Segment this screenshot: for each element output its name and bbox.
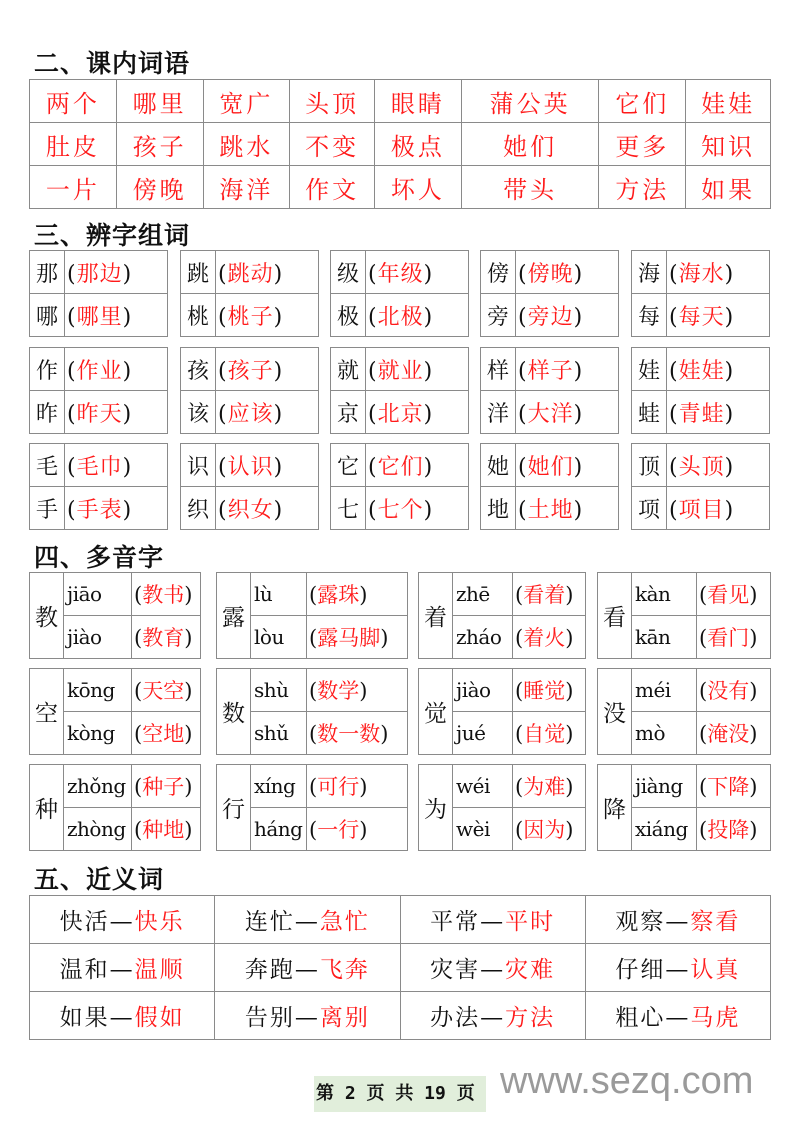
- example-word: 看着: [523, 583, 566, 607]
- word-cell: (它们): [366, 444, 469, 487]
- pinyin: kōng: [64, 669, 132, 712]
- vocab-word: 肚皮: [30, 123, 117, 166]
- answer-word: 应该: [227, 401, 274, 427]
- section-synonyms-title: 五、近义词: [34, 865, 165, 894]
- example-word: 教育: [142, 626, 185, 650]
- synonym-row: [30, 992, 771, 1040]
- word-cell: (北京): [366, 391, 469, 434]
- word-cell: (昨天): [65, 391, 168, 434]
- synonym-answer: 察看: [690, 909, 741, 935]
- base-char: 该: [181, 391, 216, 434]
- vocab-word: 知识: [686, 123, 771, 166]
- example-word: 因为: [523, 818, 566, 842]
- dash: —: [480, 957, 506, 983]
- synonym-word: 如果: [59, 1005, 110, 1031]
- pinyin: wéi: [453, 765, 513, 808]
- polyphone-char: 露: [217, 573, 251, 659]
- word-cell: (头顶): [667, 444, 770, 487]
- base-char: 就: [331, 348, 366, 391]
- pinyin: mò: [632, 712, 697, 755]
- synonym-word: 办法: [430, 1005, 481, 1031]
- vocab-word: 蒲公英: [461, 80, 599, 123]
- synonyms-table: [29, 895, 771, 1040]
- word-cell: (毛巾): [65, 444, 168, 487]
- base-char: 手: [30, 487, 65, 530]
- example-cell: (着火): [513, 616, 586, 659]
- base-char: 跳: [181, 251, 216, 294]
- vocab-word: 坏人: [375, 166, 462, 209]
- example-word: 种子: [142, 775, 185, 799]
- pinyin: kàn: [632, 573, 697, 616]
- example-cell: (投降): [697, 808, 771, 851]
- answer-word: 土地: [527, 497, 574, 523]
- word-cell: (样子): [516, 348, 619, 391]
- answer-word: 认识: [227, 454, 274, 480]
- example-word: 天空: [142, 679, 185, 703]
- answer-word: 青蛙: [678, 401, 725, 427]
- word-cell: (海水): [667, 251, 770, 294]
- answer-word: 织女: [227, 497, 274, 523]
- dash: —: [665, 1005, 691, 1031]
- polyphone-char: 觉: [419, 669, 453, 755]
- answer-word: 旁边: [527, 304, 574, 330]
- synonym-pair: [215, 944, 400, 992]
- answer-word: 七个: [377, 497, 424, 523]
- vocab-row: [30, 80, 771, 123]
- answer-word: 孩子: [227, 358, 274, 384]
- answer-word: 毛巾: [76, 454, 123, 480]
- answer-word: 跳动: [227, 261, 274, 287]
- pinyin: lòu: [251, 616, 307, 659]
- example-word: 数学: [317, 679, 360, 703]
- base-char: 地: [481, 487, 516, 530]
- polyphone-box: [418, 668, 586, 755]
- synonym-word: 平常: [430, 909, 481, 935]
- vocab-word: 孩子: [116, 123, 203, 166]
- synonym-answer: 方法: [505, 1005, 556, 1031]
- char-pair-box: [631, 250, 770, 337]
- example-word: 种地: [142, 818, 185, 842]
- example-word: 自觉: [523, 722, 566, 746]
- pinyin: jiào: [453, 669, 513, 712]
- base-char: 傍: [481, 251, 516, 294]
- answer-word: 她们: [527, 454, 574, 480]
- vocab-word: 两个: [30, 80, 117, 123]
- example-word: 没有: [707, 679, 750, 703]
- pinyin: shǔ: [251, 712, 307, 755]
- example-word: 下降: [707, 775, 750, 799]
- char-pair-box: [631, 443, 770, 530]
- base-char: 识: [181, 444, 216, 487]
- char-pair-box: [180, 443, 319, 530]
- polyphone-box: [597, 668, 771, 755]
- synonym-row: [30, 896, 771, 944]
- char-pair-box: [180, 250, 319, 337]
- polyphone-box: [597, 764, 771, 851]
- example-word: 看门: [707, 626, 750, 650]
- pinyin: shù: [251, 669, 307, 712]
- vocab-row: [30, 123, 771, 166]
- example-word: 看见: [707, 583, 750, 607]
- synonym-row: [30, 944, 771, 992]
- char-pair-box: [330, 347, 469, 434]
- pinyin: jiàng: [632, 765, 697, 808]
- synonym-word: 告别: [244, 1005, 295, 1031]
- dash: —: [294, 1005, 320, 1031]
- word-cell: (桃子): [216, 294, 319, 337]
- vocab-word: 更多: [599, 123, 686, 166]
- pinyin: háng: [251, 808, 307, 851]
- base-char: 她: [481, 444, 516, 487]
- synonym-answer: 飞奔: [319, 957, 370, 983]
- dash: —: [109, 957, 135, 983]
- polyphone-char: 没: [598, 669, 632, 755]
- pinyin: kān: [632, 616, 697, 659]
- word-cell: (跳动): [216, 251, 319, 294]
- word-cell: (孩子): [216, 348, 319, 391]
- base-char: 那: [30, 251, 65, 294]
- polyphone-char: 教: [30, 573, 64, 659]
- polyphone-char: 看: [598, 573, 632, 659]
- example-cell: (数学): [307, 669, 408, 712]
- base-char: 作: [30, 348, 65, 391]
- base-char: 极: [331, 294, 366, 337]
- example-word: 数一数: [317, 722, 381, 746]
- vocab-word: 她们: [461, 123, 599, 166]
- pinyin: zhǒng: [64, 765, 132, 808]
- base-char: 每: [632, 294, 667, 337]
- vocab-word: 海洋: [203, 166, 290, 209]
- example-cell: (露珠): [307, 573, 408, 616]
- word-cell: (每天): [667, 294, 770, 337]
- synonym-word: 奔跑: [244, 957, 295, 983]
- base-char: 项: [632, 487, 667, 530]
- vocab-word: 宽广: [203, 80, 290, 123]
- char-pair-box: [330, 250, 469, 337]
- example-word: 露珠: [317, 583, 360, 607]
- section-vocab-title: 二、课内词语: [34, 49, 191, 78]
- example-word: 为难: [523, 775, 566, 799]
- base-char: 孩: [181, 348, 216, 391]
- char-pair-box: [480, 443, 619, 530]
- example-cell: (因为): [513, 808, 586, 851]
- word-cell: (应该): [216, 391, 319, 434]
- vocab-word: 方法: [599, 166, 686, 209]
- vocab-word: 跳水: [203, 123, 290, 166]
- answer-word: 娃娃: [678, 358, 725, 384]
- char-pair-box: [29, 443, 168, 530]
- vocab-word: 头顶: [290, 80, 375, 123]
- example-word: 睡觉: [523, 679, 566, 703]
- watermark: www.sezq.com: [500, 1060, 754, 1102]
- answer-word: 北极: [377, 304, 424, 330]
- synonym-pair: [400, 992, 585, 1040]
- vocab-word: 带头: [461, 166, 599, 209]
- word-cell: (哪里): [65, 294, 168, 337]
- answer-word: 手表: [76, 497, 123, 523]
- example-cell: (没有): [697, 669, 771, 712]
- example-cell: (天空): [132, 669, 201, 712]
- word-cell: (大洋): [516, 391, 619, 434]
- word-cell: (项目): [667, 487, 770, 530]
- base-char: 昨: [30, 391, 65, 434]
- example-word: 淹没: [707, 722, 750, 746]
- example-cell: (教育): [132, 616, 201, 659]
- example-cell: (淹没): [697, 712, 771, 755]
- base-char: 哪: [30, 294, 65, 337]
- dash: —: [109, 1005, 135, 1031]
- base-char: 级: [331, 251, 366, 294]
- pinyin: kòng: [64, 712, 132, 755]
- polyphone-box: [29, 764, 201, 851]
- synonym-word: 观察: [615, 909, 666, 935]
- char-pair-box: [480, 250, 619, 337]
- synonym-word: 快活: [59, 909, 110, 935]
- answer-word: 傍晚: [527, 261, 574, 287]
- synonym-answer: 温顺: [134, 957, 185, 983]
- pinyin: zháo: [453, 616, 513, 659]
- answer-word: 那边: [76, 261, 123, 287]
- example-cell: (睡觉): [513, 669, 586, 712]
- synonym-pair: [585, 992, 770, 1040]
- example-cell: (自觉): [513, 712, 586, 755]
- synonym-pair: [215, 896, 400, 944]
- section-polyphone-title: 四、多音字: [34, 543, 165, 572]
- synonym-answer: 认真: [690, 957, 741, 983]
- base-char: 毛: [30, 444, 65, 487]
- example-cell: (看见): [697, 573, 771, 616]
- answer-word: 哪里: [76, 304, 123, 330]
- example-cell: (露马脚): [307, 616, 408, 659]
- polyphone-char: 行: [217, 765, 251, 851]
- base-char: 京: [331, 391, 366, 434]
- synonym-word: 灾害: [430, 957, 481, 983]
- word-cell: (那边): [65, 251, 168, 294]
- word-cell: (土地): [516, 487, 619, 530]
- synonym-pair: [30, 896, 215, 944]
- synonym-answer: 马虎: [690, 1005, 741, 1031]
- word-cell: (她们): [516, 444, 619, 487]
- polyphone-box: [418, 764, 586, 851]
- base-char: 蛙: [632, 391, 667, 434]
- word-cell: (手表): [65, 487, 168, 530]
- word-cell: (认识): [216, 444, 319, 487]
- polyphone-box: [216, 572, 408, 659]
- answer-word: 项目: [678, 497, 725, 523]
- word-cell: (北极): [366, 294, 469, 337]
- synonym-answer: 假如: [134, 1005, 185, 1031]
- pinyin: zhē: [453, 573, 513, 616]
- base-char: 旁: [481, 294, 516, 337]
- pinyin: wèi: [453, 808, 513, 851]
- vocab-word: 作文: [290, 166, 375, 209]
- pinyin: jiāo: [64, 573, 132, 616]
- answer-word: 就业: [377, 358, 424, 384]
- word-cell: (旁边): [516, 294, 619, 337]
- word-cell: (青蛙): [667, 391, 770, 434]
- answer-word: 年级: [377, 261, 424, 287]
- dash: —: [480, 1005, 506, 1031]
- synonym-pair: [585, 944, 770, 992]
- vocab-word: 娃娃: [686, 80, 771, 123]
- synonym-answer: 离别: [319, 1005, 370, 1031]
- example-word: 教书: [142, 583, 185, 607]
- section-distinguish-title: 三、辨字组词: [34, 221, 191, 250]
- vocab-word: 眼睛: [375, 80, 462, 123]
- polyphone-char: 数: [217, 669, 251, 755]
- vocab-word: 如果: [686, 166, 771, 209]
- dash: —: [665, 909, 691, 935]
- example-cell: (空地): [132, 712, 201, 755]
- synonym-word: 温和: [59, 957, 110, 983]
- answer-word: 北京: [377, 401, 424, 427]
- example-word: 空地: [142, 722, 185, 746]
- polyphone-box: [29, 572, 201, 659]
- example-cell: (可行): [307, 765, 408, 808]
- polyphone-char: 空: [30, 669, 64, 755]
- pinyin: zhòng: [64, 808, 132, 851]
- word-cell: (娃娃): [667, 348, 770, 391]
- example-word: 一行: [317, 818, 360, 842]
- synonym-pair: [30, 944, 215, 992]
- polyphone-char: 降: [598, 765, 632, 851]
- pinyin: xíng: [251, 765, 307, 808]
- example-cell: (为难): [513, 765, 586, 808]
- base-char: 洋: [481, 391, 516, 434]
- synonym-pair: [400, 944, 585, 992]
- answer-word: 它们: [377, 454, 424, 480]
- base-char: 七: [331, 487, 366, 530]
- vocab-word: 它们: [599, 80, 686, 123]
- synonym-answer: 急忙: [319, 909, 370, 935]
- char-pair-box: [330, 443, 469, 530]
- base-char: 它: [331, 444, 366, 487]
- synonym-answer: 平时: [505, 909, 556, 935]
- answer-word: 每天: [678, 304, 725, 330]
- word-cell: (年级): [366, 251, 469, 294]
- word-cell: (傍晚): [516, 251, 619, 294]
- example-cell: (数一数): [307, 712, 408, 755]
- pinyin: xiáng: [632, 808, 697, 851]
- example-cell: (一行): [307, 808, 408, 851]
- vocab-word: 不变: [290, 123, 375, 166]
- polyphone-box: [29, 668, 201, 755]
- synonym-word: 连忙: [244, 909, 295, 935]
- dash: —: [480, 909, 506, 935]
- polyphone-char: 为: [419, 765, 453, 851]
- synonym-answer: 灾难: [505, 957, 556, 983]
- answer-word: 样子: [527, 358, 574, 384]
- answer-word: 昨天: [76, 401, 123, 427]
- dash: —: [294, 909, 320, 935]
- pinyin: jué: [453, 712, 513, 755]
- answer-word: 作业: [76, 358, 123, 384]
- dash: —: [665, 957, 691, 983]
- answer-word: 大洋: [527, 401, 574, 427]
- example-cell: (种子): [132, 765, 201, 808]
- dash: —: [294, 957, 320, 983]
- pinyin: méi: [632, 669, 697, 712]
- example-word: 露马脚: [317, 626, 381, 650]
- vocab-word: 哪里: [116, 80, 203, 123]
- char-pair-box: [480, 347, 619, 434]
- char-pair-box: [180, 347, 319, 434]
- synonym-pair: [400, 896, 585, 944]
- vocab-word: 一片: [30, 166, 117, 209]
- example-cell: (看着): [513, 573, 586, 616]
- word-cell: (就业): [366, 348, 469, 391]
- word-cell: (七个): [366, 487, 469, 530]
- base-char: 织: [181, 487, 216, 530]
- synonym-word: 粗心: [615, 1005, 666, 1031]
- answer-word: 海水: [678, 261, 725, 287]
- char-pair-box: [29, 347, 168, 434]
- example-word: 着火: [523, 626, 566, 650]
- polyphone-box: [597, 572, 771, 659]
- synonym-pair: [585, 896, 770, 944]
- synonym-answer: 快乐: [134, 909, 185, 935]
- synonym-pair: [30, 992, 215, 1040]
- synonym-word: 仔细: [615, 957, 666, 983]
- example-cell: (种地): [132, 808, 201, 851]
- page-indicator: 第 2 页 共 19 页: [314, 1076, 486, 1112]
- char-pair-box: [29, 250, 168, 337]
- pinyin: lù: [251, 573, 307, 616]
- word-cell: (作业): [65, 348, 168, 391]
- answer-word: 头顶: [678, 454, 725, 480]
- example-cell: (教书): [132, 573, 201, 616]
- word-cell: (织女): [216, 487, 319, 530]
- example-cell: (下降): [697, 765, 771, 808]
- base-char: 海: [632, 251, 667, 294]
- base-char: 顶: [632, 444, 667, 487]
- pinyin: jiào: [64, 616, 132, 659]
- synonym-pair: [215, 992, 400, 1040]
- vocab-table: [29, 79, 771, 209]
- base-char: 桃: [181, 294, 216, 337]
- example-cell: (看门): [697, 616, 771, 659]
- polyphone-box: [418, 572, 586, 659]
- polyphone-box: [216, 668, 408, 755]
- base-char: 娃: [632, 348, 667, 391]
- polyphone-box: [216, 764, 408, 851]
- example-word: 投降: [707, 818, 750, 842]
- vocab-word: 极点: [375, 123, 462, 166]
- polyphone-char: 着: [419, 573, 453, 659]
- char-pair-box: [631, 347, 770, 434]
- example-word: 可行: [317, 775, 360, 799]
- polyphone-char: 种: [30, 765, 64, 851]
- answer-word: 桃子: [227, 304, 274, 330]
- vocab-row: [30, 166, 771, 209]
- vocab-word: 傍晚: [116, 166, 203, 209]
- base-char: 样: [481, 348, 516, 391]
- dash: —: [109, 909, 135, 935]
